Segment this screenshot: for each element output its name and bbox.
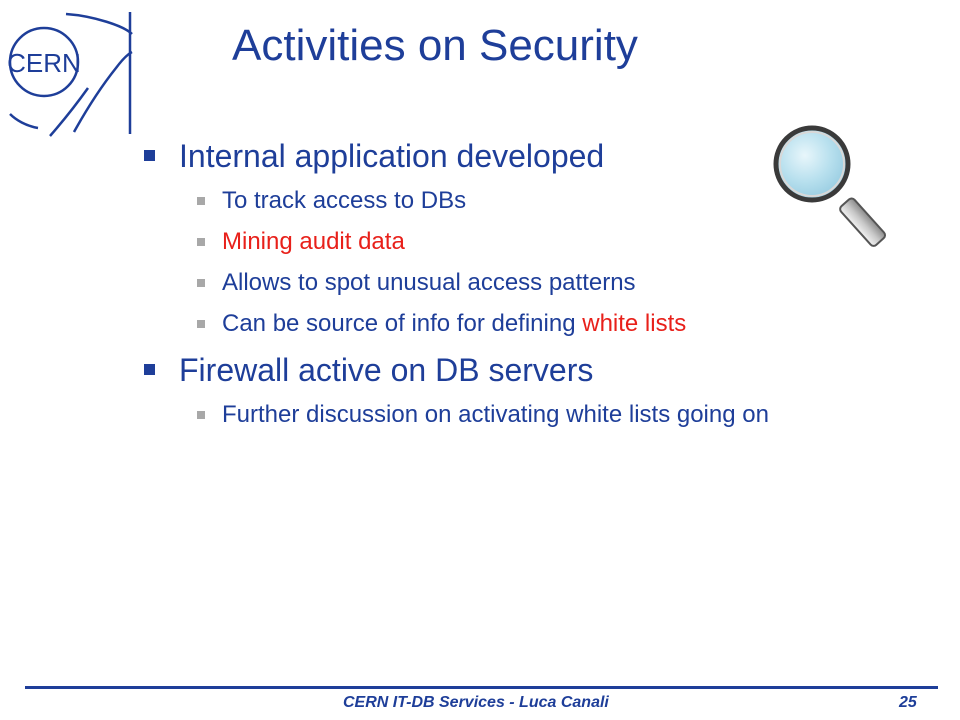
- cern-logo-text: CERN: [7, 48, 81, 78]
- slide-title: Activities on Security: [232, 21, 638, 70]
- footer-text: CERN IT-DB Services - Luca Canali: [343, 694, 609, 711]
- sub-bullet-square-icon: [197, 238, 205, 246]
- bullet-level2-text: Further discussion on activating white lists going on: [222, 401, 769, 428]
- bullet-level2: [140, 186, 920, 216]
- bullet-level2-text: To track access to DBs: [222, 187, 467, 214]
- bullet-level2: [140, 309, 920, 339]
- sub-bullet-square-icon: [197, 320, 205, 328]
- sub-bullet-square-icon: [197, 279, 205, 287]
- footer-divider: [25, 686, 938, 689]
- bullet-level2-text: Mining audit data: [222, 228, 405, 255]
- bullet-level1-text: Internal application developed: [179, 138, 605, 174]
- bullet-square-icon: [144, 150, 155, 161]
- sub-bullet-square-icon: [197, 197, 205, 205]
- bullet-level1: [140, 350, 920, 390]
- bullet-square-icon: [144, 364, 155, 375]
- cern-logo: [4, 4, 140, 140]
- bullet-level2: [140, 268, 920, 298]
- bullet-level2: [140, 227, 920, 257]
- bullet-level1: [140, 136, 920, 176]
- bullet-level2-text: Allows to spot unusual access patterns: [222, 269, 636, 296]
- bullet-level2: [140, 400, 920, 430]
- page-number: 25: [899, 694, 917, 711]
- sub-bullet-square-icon: [197, 411, 205, 419]
- bullet-level2-text: white lists: [582, 310, 687, 337]
- bullet-level1-text: Firewall active on DB servers: [179, 352, 594, 388]
- bullet-level2-text: Can be source of info for defining: [222, 310, 583, 337]
- bullet-list: [140, 136, 920, 441]
